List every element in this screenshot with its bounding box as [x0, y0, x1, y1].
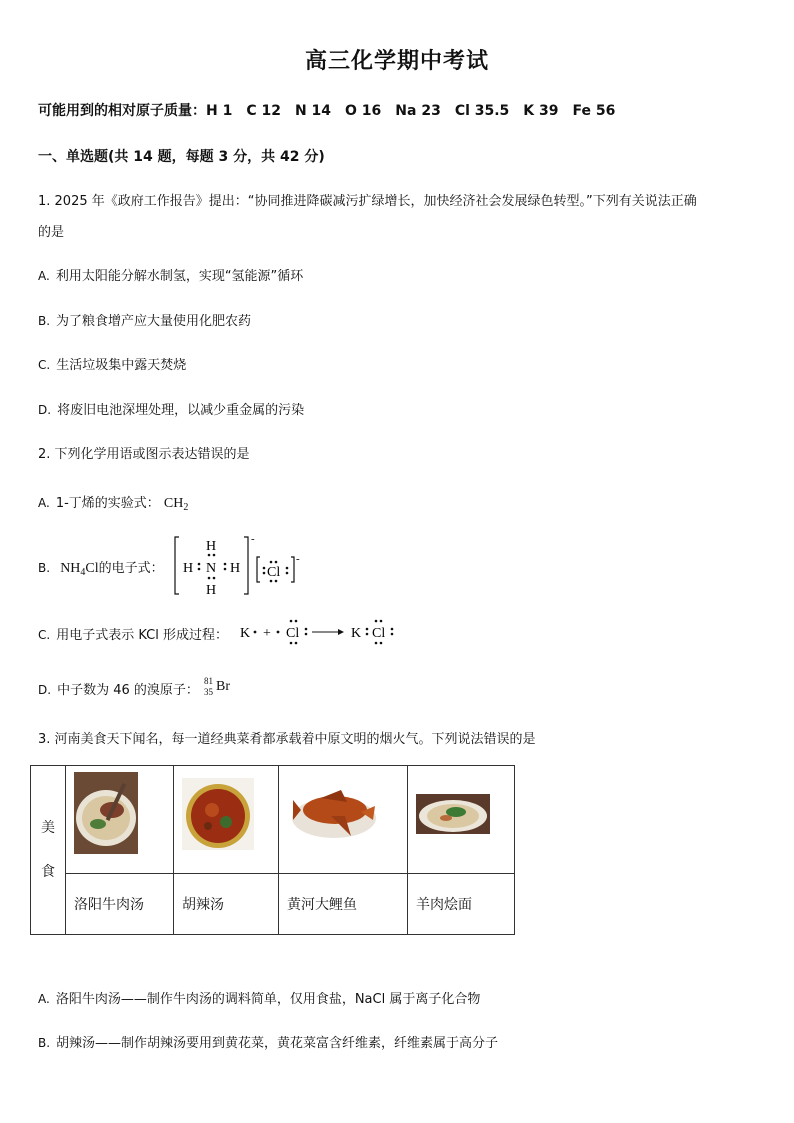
chloride-charge: -	[296, 553, 300, 565]
formula-ch2	[164, 496, 188, 511]
nh4cl-electron-structure	[170, 532, 310, 598]
dish-image-cell	[408, 766, 515, 874]
bracket-cl-left	[257, 557, 260, 582]
atom-cl: Cl	[286, 626, 300, 641]
label-char: 美	[41, 820, 55, 836]
atom-h-right: H	[230, 561, 241, 576]
q3-stem: 3. 河南美食天下闻名，每一道经典菜肴都承载着中原文明的烟火气。下列说法错误的是	[38, 732, 536, 747]
product-k: K	[351, 626, 362, 641]
dish-name: 黄河大鲤鱼	[279, 874, 408, 935]
q3-option-b	[38, 1032, 498, 1051]
atom-h-top: H	[206, 539, 217, 554]
option-label: A.	[38, 992, 50, 1006]
option-text: 利用太阳能分解水制氢，实现“氢能源”循环	[55, 269, 304, 284]
option-text: 洛阳牛肉汤——制作牛肉汤的调料简单，仅用食盐，NaCl 属于离子化合物	[55, 992, 481, 1007]
atom-n: N	[206, 561, 217, 576]
dish-name: 洛阳牛肉汤	[66, 874, 174, 935]
dish-name: 胡辣汤	[174, 874, 279, 935]
page-title: 高三化学期中考试	[304, 49, 489, 74]
atom-h-bottom: H	[206, 583, 217, 598]
q2-option-c	[38, 624, 228, 643]
plus-sign: +	[263, 626, 271, 641]
option-label: D.	[38, 683, 52, 697]
option-text: 将废旧电池深埋处理，以减少重金属的污染	[57, 403, 305, 418]
kcl-formation-diagram	[238, 615, 403, 647]
bracket-right	[244, 537, 248, 594]
yellow-river-carp-image	[291, 780, 377, 844]
option-label: A.	[38, 269, 50, 283]
table-row-label	[31, 766, 66, 935]
hot-spicy-soup-image	[182, 778, 254, 850]
option-label: D.	[38, 403, 52, 417]
formula-nh4cl	[60, 561, 98, 576]
section-heading: 一、单选题(共 14 题，每题 3 分，共 42 分)	[38, 149, 325, 165]
q1-option-b	[38, 310, 251, 329]
option-label: C.	[38, 358, 51, 372]
option-text: 胡辣汤——制作胡辣汤要用到黄花菜，黄花菜富含纤维素，纤维素属于高分子	[56, 1036, 499, 1051]
label-char: 食	[41, 864, 55, 880]
atom-h-left: H	[183, 561, 194, 576]
atom-k: K	[240, 626, 251, 641]
option-text: 1-丁烯的实验式：	[55, 496, 160, 511]
dish-image-cell	[279, 766, 408, 874]
q1-stem-line2: 的是	[38, 225, 65, 240]
element-symbol: Br	[216, 679, 230, 694]
atomic-mass-line: 可能用到的相对原子质量：H 1 C 12 N 14 O 16 Na 23 Cl 35.5 K 39 Fe 56	[38, 103, 616, 119]
option-text: 生活垃圾集中露天焚烧	[56, 358, 187, 373]
q2-stem: 2. 下列化学用语或图示表达错误的是	[38, 447, 250, 462]
mass-number: 81	[204, 676, 213, 686]
lamb-noodle-image	[416, 794, 490, 834]
bracket-cl-right	[291, 557, 294, 582]
dish-name: 羊肉烩面	[408, 874, 515, 935]
option-label: A.	[38, 496, 50, 510]
q1-option-d	[38, 399, 304, 418]
q1-option-c	[38, 354, 186, 373]
dish-image-cell	[174, 766, 279, 874]
atomic-number: 35	[204, 687, 213, 697]
food-table	[30, 765, 515, 935]
bracket-left	[175, 537, 179, 594]
option-text: 中子数为 46 的溴原子：	[57, 683, 199, 698]
option-label: B.	[38, 561, 51, 575]
option-label: C.	[38, 628, 51, 642]
product-cl: Cl	[372, 626, 386, 641]
q1-stem-line1: 1. 2025 年《政府工作报告》提出：“协同推进降碳减污扩绿增长，加快经济社会发展绿色转型。”下列有关说法正确	[38, 194, 697, 209]
atom-cl: Cl	[267, 565, 281, 580]
formula-subscript: 2	[183, 502, 189, 513]
q1-option-a	[38, 265, 303, 284]
q3-option-a	[38, 988, 480, 1007]
option-label: B.	[38, 1036, 51, 1050]
ammonium-charge: -	[251, 533, 255, 545]
dish-image-cell	[66, 766, 174, 874]
q2-option-b	[38, 557, 164, 578]
formula-main: NH	[60, 561, 81, 576]
option-label: B.	[38, 314, 51, 328]
formula-main: CH	[163, 496, 184, 511]
option-text: 为了粮食增产应大量使用化肥农药	[56, 314, 252, 329]
q2-option-d	[38, 679, 199, 698]
option-text: 的电子式：	[98, 561, 164, 576]
formula-subscript: 4	[80, 567, 86, 578]
option-text: 用电子式表示 KCl 形成过程：	[56, 628, 228, 643]
q2-option-a	[38, 492, 188, 513]
bromine-isotope	[204, 676, 244, 698]
beef-soup-image	[74, 772, 138, 854]
formula-tail: Cl	[85, 561, 99, 576]
